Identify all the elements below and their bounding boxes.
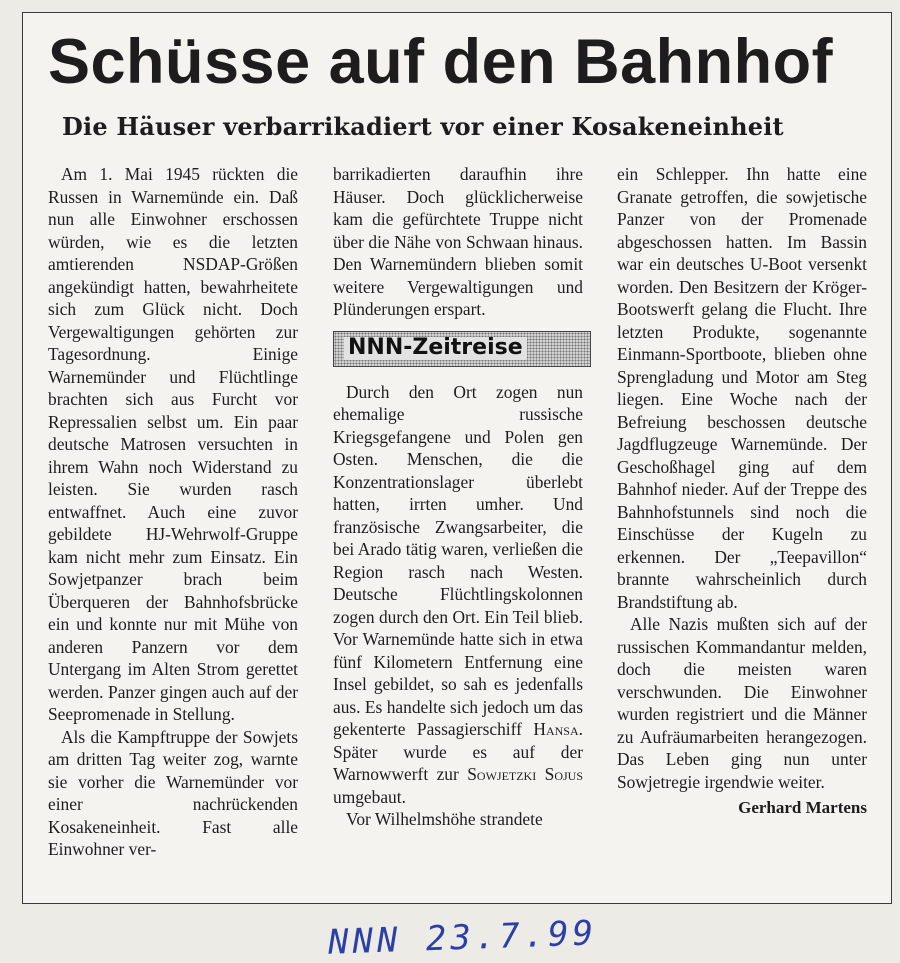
ship-name: Hansa xyxy=(533,719,579,739)
article-column-1 xyxy=(48,163,298,861)
handwritten-date-note: NNN 23.7.99 xyxy=(327,913,598,963)
paragraph-text: umgebaut. xyxy=(333,786,406,807)
section-badge-label: NNN-Zeitreise xyxy=(344,337,527,360)
article-column-3 xyxy=(617,163,867,820)
paragraph-text: . Später wurde es auf der Warnowwerft zur xyxy=(333,719,583,784)
section-badge xyxy=(333,331,591,367)
paragraph: Vor Wilhelmshöhe strandete xyxy=(346,809,543,829)
paragraph: ein Schlepper. Ihn hatte eine Granate getroffen, die sowjetische Panzer von der Promenade abgeschossen hatten. Im Bassin war ein deutsches U-Boot versenkt worden. Den Besitzern der Kröger-Bootswerft gelang die Flucht. Ihre letzten Produkte, sogenannte Einmann-Sportboote, blieben ohne Sprengladung und Motor am Steg liegen. Eine Woche nach der Befreiung beschossen deutsche Jagdflugzeuge Warnemünde. Der Geschoßhagel ging auf dem Bahnhof nieder. Auf der Treppe des Bahnhofstunnels sind noch die Einschüsse der Kugeln zu erkennen. Der „Teepavillon“ brannte wahrscheinlich durch Brandstiftung ab. xyxy=(617,164,867,612)
article-subheadline: Die Häuser verbarrikadiert vor einer Kosakeneinheit xyxy=(62,112,784,141)
ship-name: Sowjetzki Sojus xyxy=(467,764,583,784)
article-headline: Schüsse auf den Bahnhof xyxy=(48,27,834,97)
article-author: Gerhard Martens xyxy=(738,798,867,817)
paragraph xyxy=(333,381,583,809)
paragraph: Als die Kampftruppe der Sowjets am dritten Tag weiter zog, warnte sie vorher die Warnemünder vor einer nachrückenden Kosakeneinheit. Fast alle Einwohner ver- xyxy=(48,726,298,859)
paragraph: barrikadierten daraufhin ihre Häuser. Doch glücklicherweise kam die gefürchtete Truppe nicht über die Nähe von Schwaan hinaus. Den Warnemündern blieben somit weitere Vergewaltigungen und Plünderungen erspart. xyxy=(333,164,583,319)
article-column-2 xyxy=(333,163,583,831)
paragraph-text: Durch den Ort zogen nun ehemalige russische Kriegsgefangene und Polen gen Osten. Menschen, die die Konzentrationslager überlebt hatten, irrten umher. Und französische Zwangsarbeiter, die bei Arado tätig waren, verließen die Region rasch nach Westen. Deutsche Flüchtlingskolonnen zogen durch den Ort. Ein Teil blieb. Vor Warnemünde hatte sich in etwa fünf Kilometern Entfernung eine Insel gebildet, so sah es jedenfalls aus. Es handelte sich jedoch um das gekenterte Passagierschiff xyxy=(333,381,583,739)
paragraph: Alle Nazis mußten sich auf der russischen Kommandantur melden, doch die meisten waren verschwunden. Die Einwohner wurden registriert und die Männer zu Aufräumarbeiten herangezogen. Das Leben ging nun unter Sowjetregie irgendwie weiter. xyxy=(617,614,867,792)
paragraph: Am 1. Mai 1945 rückten die Russen in Warnemünde ein. Daß nun alle Einwohner erschossen würden, wie es die letzten amtierenden NSDAP-Größen angekündigt hatten, bewahrheitete sich zum Glück nicht. Doch Vergewaltigungen gehörten zur Tagesordnung. Einige Warnemünder und Flüchtlinge brachten sich aus Furcht vor Repressalien selbst um. Ein paar deutsche Matrosen versuchten in ihrem Wahn noch Widerstand zu leisten. Sie wurden rasch entwaffnet. Auch eine zuvor gebildete HJ-Wehrwolf-Gruppe kam nicht mehr zum Einsatz. Ein Sowjetpanzer brach beim Überqueren der Bahnhofsbrücke ein und konnte nur mit Mühe von anderen Panzern vor dem Untergang im Alten Strom gerettet werden. Panzer gingen auch auf der Seepromenade in Stellung. xyxy=(48,164,298,724)
